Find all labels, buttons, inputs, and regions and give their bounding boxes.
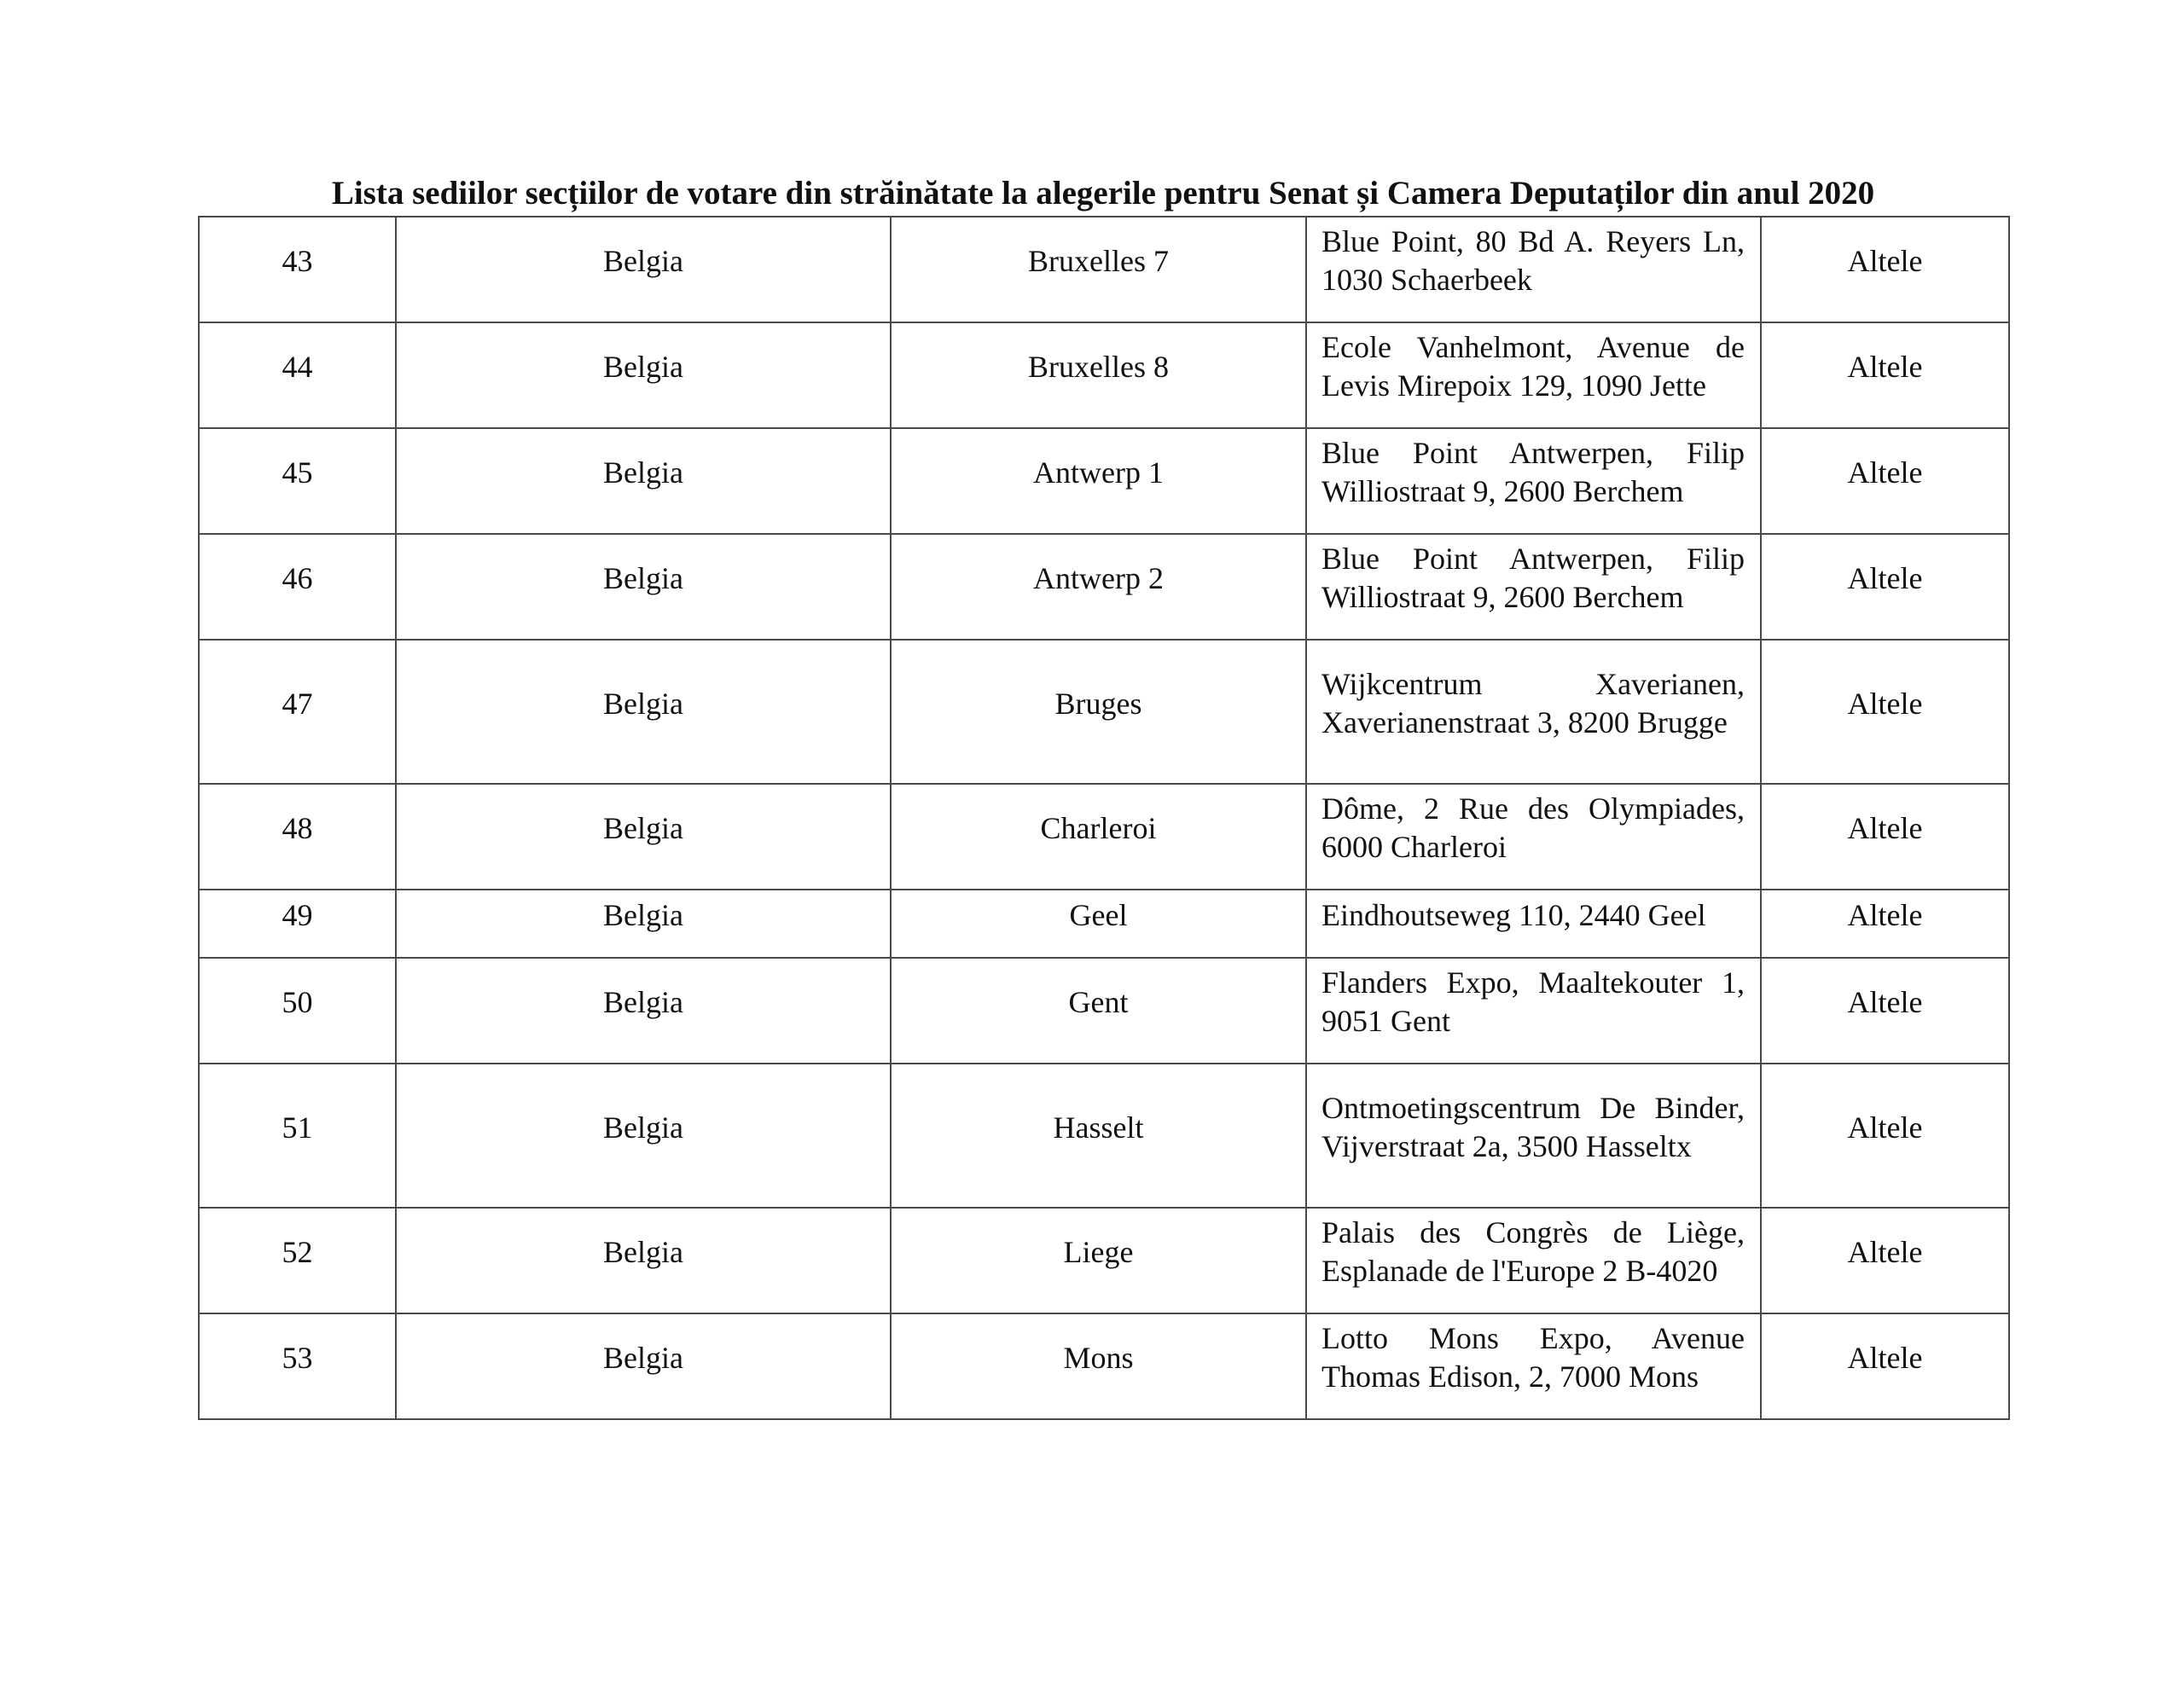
row-number: 49 [199, 890, 396, 958]
type-cell: Altele [1761, 322, 2009, 428]
address-cell: Blue Point Antwerpen, Filip Williostraat 9, 2600 Berchem [1306, 534, 1761, 640]
country-cell: Belgia [396, 890, 891, 958]
table-row [199, 322, 2009, 428]
country-cell: Belgia [396, 1208, 891, 1313]
row-number: 52 [199, 1208, 396, 1313]
city-cell: Gent [891, 958, 1306, 1064]
row-number: 46 [199, 534, 396, 640]
table-row [199, 428, 2009, 534]
type-cell: Altele [1761, 784, 2009, 890]
row-number: 47 [199, 640, 396, 784]
type-cell: Altele [1761, 1313, 2009, 1419]
table-row [199, 784, 2009, 890]
country-cell: Belgia [396, 640, 891, 784]
address-cell: Lotto Mons Expo, Avenue Thomas Edison, 2, 7000 Mons [1306, 1313, 1761, 1419]
city-cell: Charleroi [891, 784, 1306, 890]
row-number: 53 [199, 1313, 396, 1419]
address-cell: Blue Point, 80 Bd A. Reyers Ln, 1030 Schaerbeek [1306, 217, 1761, 322]
type-cell: Altele [1761, 890, 2009, 958]
country-cell: Belgia [396, 1064, 891, 1208]
type-cell: Altele [1761, 534, 2009, 640]
document-title: Lista sediilor secțiilor de votare din străinătate la alegerile pentru Senat și Camera Deputaților din anul 2020 [331, 175, 1875, 212]
address-cell: Flanders Expo, Maaltekouter 1, 9051 Gent [1306, 958, 1761, 1064]
table-row [199, 890, 2009, 958]
row-number: 51 [199, 1064, 396, 1208]
address-cell: Dôme, 2 Rue des Olympiades, 6000 Charleroi [1306, 784, 1761, 890]
table-row [199, 1064, 2009, 1208]
country-cell: Belgia [396, 217, 891, 322]
country-cell: Belgia [396, 322, 891, 428]
address-cell: Palais des Congrès de Liège, Esplanade de l'Europe 2 B-4020 [1306, 1208, 1761, 1313]
type-cell: Altele [1761, 640, 2009, 784]
row-number: 48 [199, 784, 396, 890]
row-number: 45 [199, 428, 396, 534]
row-number: 43 [199, 217, 396, 322]
city-cell: Bruxelles 8 [891, 322, 1306, 428]
city-cell: Antwerp 1 [891, 428, 1306, 534]
city-cell: Mons [891, 1313, 1306, 1419]
country-cell: Belgia [396, 1313, 891, 1419]
city-cell: Liege [891, 1208, 1306, 1313]
country-cell: Belgia [396, 958, 891, 1064]
row-number: 44 [199, 322, 396, 428]
type-cell: Altele [1761, 958, 2009, 1064]
city-cell: Geel [891, 890, 1306, 958]
type-cell: Altele [1761, 1064, 2009, 1208]
city-cell: Antwerp 2 [891, 534, 1306, 640]
table-row [199, 1313, 2009, 1419]
country-cell: Belgia [396, 534, 891, 640]
address-cell: Eindhoutseweg 110, 2440 Geel [1306, 890, 1761, 958]
city-cell: Bruges [891, 640, 1306, 784]
country-cell: Belgia [396, 784, 891, 890]
table-row [199, 958, 2009, 1064]
polling-stations-table [198, 216, 2010, 1420]
city-cell: Bruxelles 7 [891, 217, 1306, 322]
row-number: 50 [199, 958, 396, 1064]
table-row [199, 1208, 2009, 1313]
table-row [199, 640, 2009, 784]
address-cell: Ecole Vanhelmont, Avenue de Levis Mirepoix 129, 1090 Jette [1306, 322, 1761, 428]
address-cell: Wijkcentrum Xaverianen, Xaverianenstraat 3, 8200 Brugge [1306, 640, 1761, 784]
city-cell: Hasselt [891, 1064, 1306, 1208]
type-cell: Altele [1761, 217, 2009, 322]
type-cell: Altele [1761, 428, 2009, 534]
address-cell: Blue Point Antwerpen, Filip Williostraat 9, 2600 Berchem [1306, 428, 1761, 534]
type-cell: Altele [1761, 1208, 2009, 1313]
address-cell: Ontmoetingscentrum De Binder, Vijverstraat 2a, 3500 Hasseltx [1306, 1064, 1761, 1208]
table-row [199, 217, 2009, 322]
table-row [199, 534, 2009, 640]
country-cell: Belgia [396, 428, 891, 534]
